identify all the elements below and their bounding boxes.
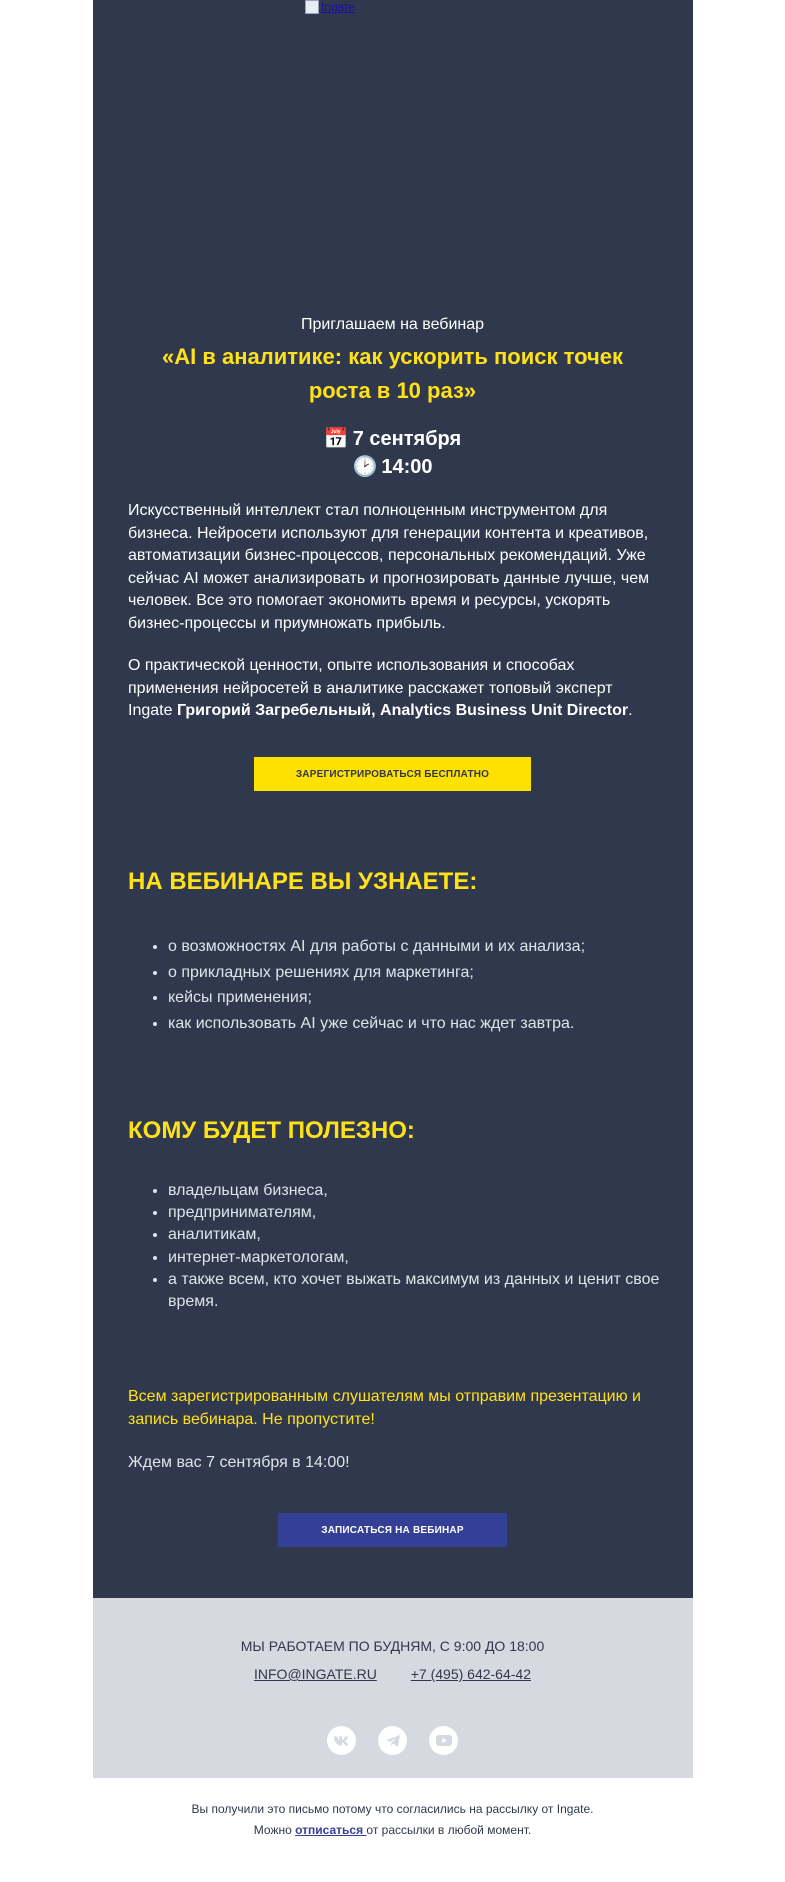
webinar-date [0,426,785,451]
list-item: • как использовать AI уже сейчас и что нас ждет завтра. [168,1011,698,1037]
logo-link[interactable] [305,0,354,14]
closing-text: Ждем вас 7 сентября в 14:00! [128,1454,350,1471]
clock-icon: 🕑 [352,454,378,478]
email-link[interactable]: INFO@INGATE.RU [254,1666,377,1682]
intro-paragraph-2 [128,655,658,723]
unsubscribe-note-end: от рассылки в любой момент. [366,1823,532,1837]
learn-list [128,934,698,1036]
audience-list [128,1180,698,1313]
webinar-title-line2: роста в 10 раз» [308,378,477,403]
phone-link[interactable]: +7 (495) 642-64-42 [410,1666,531,1682]
list-item: • о прикладных решениях для маркетинга; [168,960,698,986]
social-links [0,1726,785,1755]
audience-heading: КОМУ БУДЕТ ПОЛЕЗНО: [128,1117,415,1144]
list-item: • владельцам бизнеса, [168,1180,698,1202]
recording-notice: Всем зарегистрированным слушателям мы отправим презентацию и запись вебинара. Не пропустите! [128,1388,641,1428]
intro-paragraph-1: Искусственный интеллект стал полноценным инструментом для бизнеса. Нейросети используют для генерации контента и креативов, автоматизации бизнес-процессов, персональных рекомендаций. Уже сейчас AI может анализировать и прогнозировать данные лучше, чем человек. Все это помогает экономить время и ресурсы, ускорять бизнес-процессы и приумножать прибыль. [128,502,650,632]
list-item: • кейсы применения; [168,985,698,1011]
register-free-button[interactable]: ЗАРЕГИСТРИРОВАТЬСЯ БЕСПЛАТНО [254,757,531,791]
intro-p2-start: О практической ценности, опыте использования и способах применения нейросетей в аналитике расскажет топовый эксперт Ingate [128,657,613,719]
signup-webinar-button[interactable]: ЗАПИСАТЬСЯ НА ВЕБИНАР [278,1513,507,1547]
list-item: • а также всем, кто хочет выжать максимум из данных и ценит свое время. [168,1269,698,1313]
list-item: • предпринимателям, [168,1202,698,1224]
unsubscribe-note-start: Можно [253,1823,296,1837]
time-text: 14:00 [381,456,433,478]
logo-alt-text: Ingate [321,0,355,14]
learn-heading: НА ВЕБИНАРЕ ВЫ УЗНАЕТЕ: [128,868,478,895]
working-hours: МЫ РАБОТАЕМ ПО БУДНЯМ, С 9:00 ДО 18:00 [240,1638,545,1654]
webinar-title-line1: «AI в аналитике: как ускорить поиск точек [161,344,624,369]
speaker-name: Григорий Загребельный, Analytics Business Unit Director [176,702,629,719]
list-item: • о возможностях AI для работы с данными и их анализа; [168,934,698,960]
telegram-icon[interactable] [378,1726,407,1755]
list-item: • интернет-маркетологам, [168,1247,698,1269]
broken-image-icon [305,0,319,14]
calendar-icon: 📅 [323,426,349,450]
list-item: • аналитикам, [168,1224,698,1246]
intro-p2-end: . [628,702,633,719]
webinar-time [0,454,785,479]
unsubscribe-link[interactable]: отписаться [295,1823,367,1837]
subscription-note: Вы получили это письмо потому что согласились на рассылку от Ingate. [191,1802,594,1816]
email-card [93,0,693,1598]
contacts [0,1666,785,1682]
vk-icon[interactable] [327,1726,356,1755]
invite-text: Приглашаем на вебинар [300,316,485,333]
webinar-title [0,340,785,408]
unsubscribe-note [0,1823,785,1837]
date-text: 7 сентября [352,428,462,450]
youtube-icon[interactable] [429,1726,458,1755]
